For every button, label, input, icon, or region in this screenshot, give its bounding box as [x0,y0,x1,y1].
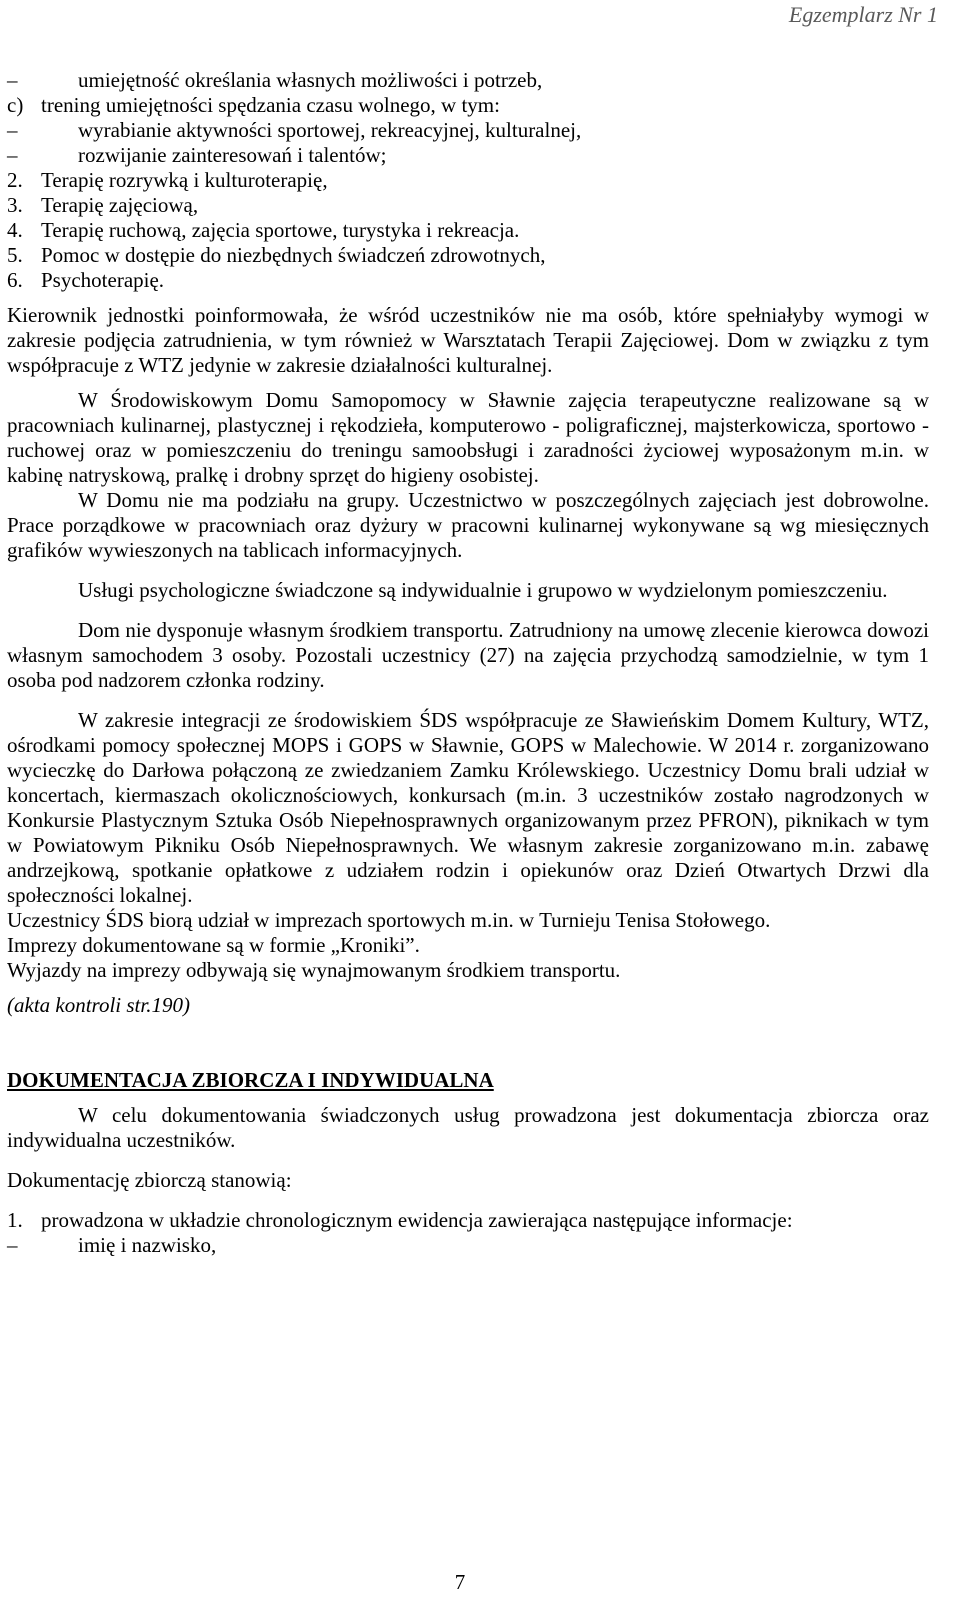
list-marker: – [7,1233,18,1257]
list-item [7,243,929,268]
paragraph-workshops: W Środowiskowym Domu Samopomocy w Sławnie zajęcia terapeutyczne realizowane są w pracowniach kulinarnej, plastycznej i rękodzieła, komputerowo - poligraficznej, majsterkowicza, sportowo - ruchowej oraz w pomieszczeniu do treningu samoobsługi i zaradności życiowej wyposażonym m.in. w kabinę natryskową, pralkę i drobny sprzęt do higieny osobistej. [7,388,929,487]
list-marker: c) [7,93,24,117]
paragraph-chronicle: Imprezy dokumentowane są w formie „Kroniki”. [7,933,420,957]
list-marker: 3. [7,193,23,217]
document-body [7,68,929,1258]
paragraph-transport: Dom nie dysponuje własnym środkiem transportu. Zatrudniony na umowę zlecenie kierowca dowozi własnym samochodem 3 osoby. Pozostali uczestnicy (27) na zajęcia przychodzą samodzielnie, w tym 1 osoba pod nadzorem członka rodziny. [7,618,929,692]
list-item [7,68,929,93]
list-marker: – [7,118,18,142]
list-marker: 2. [7,168,23,192]
list-marker: 5. [7,243,23,267]
list-item-text: Terapię zajęciową, [41,193,199,217]
list-item [7,218,929,243]
list-item-text: trening umiejętności spędzania czasu wolnego, w tym: [41,93,500,117]
paragraph-psychology: Usługi psychologiczne świadczone są indywidualnie i grupowo w wydzielonym pomieszczeniu. [78,578,888,602]
list-item [7,193,929,218]
paragraph-sports: Uczestnicy ŚDS biorą udział w imprezach sportowych m.in. w Turnieju Tenisa Stołowego. [7,908,771,932]
list-item [7,118,929,143]
paragraph-integration: W zakresie integracji ze środowiskiem ŚDS współpracuje ze Sławieńskim Domem Kultury, WTZ, ośrodkami pomocy społecznej MOPS i GOPS w Sławnie, GOPS w Malechowie. W 2014 r. zorganizowano wycieczkę do Darłowa połączoną ze zwiedzaniem Zamku Królewskiego. Uczestnicy Domu brali udział w koncertach, kiermaszach okolicznościowych, konkursach (m.in. 3 uczestników zostało nagrodzonych w Konkursie Plastycznym Sztuka Osób Niepełnosprawnych organizowanym przez PFRON), piknikach w tym w Powiatowym Pikniku Osób Niepełnosprawnych. We własnym zakresie zorganizowano m.in. zabawę andrzejkową, spotkanie opłatkowe z udziałem rodzin i opiekunów oraz Dzień Otwartych Drzwi dla społeczności lokalnej. [7,708,929,907]
section-heading: DOKUMENTACJA ZBIORCZA I INDYWIDUALNA [7,1068,494,1092]
list-item-text: umiejętność określania własnych możliwości i potrzeb, [78,68,543,92]
copy-number-header: Egzemplarz Nr 1 [788,2,938,27]
list-item [7,168,929,193]
list-item-text: Terapię rozrywką i kulturoterapię, [41,168,328,192]
list-marker: – [7,68,18,92]
documentation-list [7,1208,929,1258]
list-item [7,268,929,293]
list-item [7,1208,929,1233]
list-item-text: prowadzona w układzie chronologicznym ewidencja zawierająca następujące informacje: [41,1208,793,1232]
list-item [7,1233,929,1258]
section-intro: W celu dokumentowania świadczonych usług prowadzona jest dokumentacja zbiorcza oraz indywidualna uczestników. [7,1103,929,1152]
therapy-list [7,68,929,293]
list-item-text: wyrabianie aktywności sportowej, rekreacyjnej, kulturalnej, [78,118,582,142]
page-number: 7 [454,1570,466,1594]
list-item [7,143,929,168]
list-item-text: Psychoterapię. [41,268,165,292]
list-item-text: Pomoc w dostępie do niezbędnych świadczeń zdrowotnych, [41,243,546,267]
paragraph-groups: W Domu nie ma podziału na grupy. Uczestnictwo w poszczególnych zajęciach jest dobrowolne. Prace porządkowe w pracowniach oraz dyżury w pracowni kulinarnej wykonywane są wg miesięcznych grafików wywieszonych na tablicach informacyjnych. [7,488,929,562]
audit-reference: (akta kontroli str.190) [7,993,190,1017]
paragraph-trips: Wyjazdy na imprezy odbywają się wynajmowanym środkiem transportu. [7,958,621,982]
list-item-text: rozwijanie zainteresowań i talentów; [78,143,387,167]
paragraph-employment: Kierownik jednostki poinformowała, że wśród uczestników nie ma osób, które spełniałyby wymogi w zakresie podjęcia zatrudnienia, w tym również w Warsztatach Terapii Zajęciowej. Dom w związku z tym współpracuje z WTZ jedynie w zakresie działalności kulturalnej. [7,303,929,377]
section-lead: Dokumentację zbiorczą stanowią: [7,1168,292,1192]
list-item-text: Terapię ruchową, zajęcia sportowe, turystyka i rekreacja. [41,218,520,242]
list-marker: 6. [7,268,23,292]
list-item-text: imię i nazwisko, [78,1233,217,1257]
list-item [7,93,929,118]
list-marker: – [7,143,18,167]
list-marker: 1. [7,1208,23,1232]
list-marker: 4. [7,218,23,242]
